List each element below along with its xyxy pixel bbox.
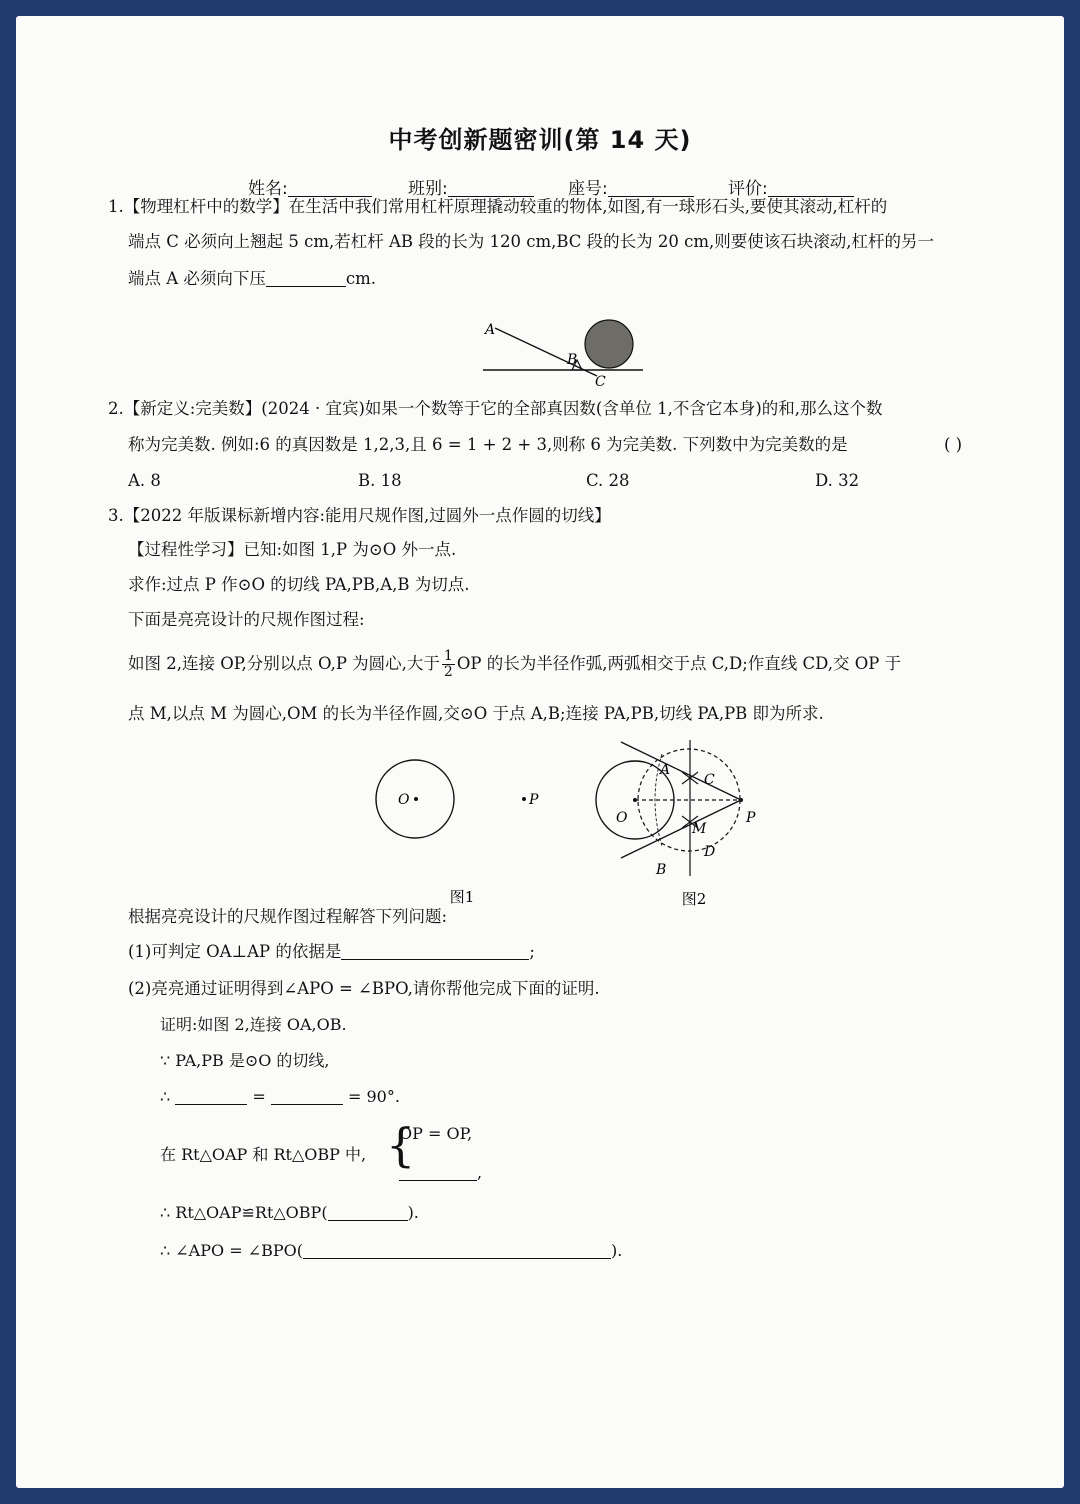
fig1-caption: 图1 — [449, 888, 475, 906]
q3-sub1-end: ; — [529, 942, 535, 961]
q3-line1: 3.【2022 年版课标新增内容:能用尺规作图,过圆外一点作圆的切线】 — [108, 506, 611, 525]
seat-label: 座号: — [568, 179, 608, 199]
proof-line2: ∵ PA,PB 是⊙O 的切线, — [160, 1051, 330, 1070]
q2-option-d: D. 32 — [815, 471, 860, 490]
system-eq-1: OP = OP, — [399, 1124, 473, 1143]
q1-line3-text: 端点 A 必须向下压 — [128, 269, 266, 288]
fraction-denominator: 2 — [443, 664, 453, 680]
fig2-label-d: D — [704, 844, 716, 860]
proof-line3 — [160, 1086, 400, 1108]
q2-option-c: C. 28 — [586, 471, 630, 490]
figure-2 — [586, 734, 786, 914]
fig2-label-a: A — [660, 762, 671, 778]
q3-line5 — [128, 649, 901, 680]
proof-angle-blank-1[interactable] — [175, 1088, 247, 1105]
q3-line3: 求作:过点 P 作⊙O 的切线 PA,PB,A,B 为切点. — [128, 575, 470, 594]
point-o-dot — [414, 797, 418, 801]
grade-label: 评价: — [728, 179, 768, 199]
q1-answer-blank[interactable] — [266, 270, 346, 288]
q3-line5-b: OP 的长为半径作弧,两弧相交于点 C,D;作直线 CD,交 OP 于 — [456, 654, 902, 673]
fig2-label-o: O — [616, 810, 628, 826]
fig2-label-m: M — [692, 821, 707, 837]
proof-line6 — [160, 1240, 622, 1262]
q3-sub1 — [128, 941, 535, 963]
lever-label-c: C — [595, 374, 606, 388]
q3-line7: 根据亮亮设计的尺规作图过程解答下列问题: — [128, 907, 448, 926]
congruent-end: ). — [407, 1203, 419, 1222]
proof-line1: 证明:如图 2,连接 OA,OB. — [160, 1015, 347, 1034]
name-blank[interactable] — [288, 179, 372, 197]
fig2-point-o — [633, 798, 637, 802]
tangent-pb — [621, 800, 741, 858]
system-eq-2-comma: , — [477, 1163, 483, 1182]
equals-sign: = — [252, 1087, 266, 1106]
fig2-label-p: P — [746, 810, 756, 826]
proof-angle-blank-2[interactable] — [271, 1088, 343, 1105]
page-title: 中考创新题密训(第 14 天) — [388, 126, 692, 154]
worksheet-page — [16, 16, 1064, 1488]
q1-unit: cm. — [345, 269, 377, 288]
conclusion-reason-blank[interactable] — [303, 1242, 611, 1259]
grade-blank[interactable] — [768, 179, 854, 197]
fig2-label-b: B — [656, 862, 667, 878]
figure-1 — [366, 746, 566, 914]
q2-option-b: B. 18 — [358, 471, 402, 490]
congruence-reason-blank[interactable] — [328, 1204, 408, 1221]
q1-line3 — [128, 268, 376, 290]
lever-label-b: B — [567, 352, 578, 368]
congruent-text: ∴ Rt△OAP≌Rt△OBP( — [160, 1203, 328, 1222]
angle-conclusion-text: ∴ ∠APO = ∠BPO( — [160, 1241, 303, 1260]
q2-line2: 称为完美数. 例如:6 的真因数是 1,2,3,且 6 = 1 + 2 + 3,则称 6 为完美数. 下列数中为完美数的是 — [128, 435, 848, 454]
proof-line5 — [160, 1202, 419, 1224]
fig1-label-o: O — [398, 792, 410, 808]
equals-ninety: = 90°. — [347, 1087, 400, 1106]
class-blank[interactable] — [448, 179, 534, 197]
system-brace: { — [386, 1118, 416, 1172]
q3-line4: 下面是亮亮设计的尺规作图过程: — [128, 610, 365, 629]
angle-conclusion-end: ). — [610, 1241, 623, 1260]
proof-line4: 在 Rt△OAP 和 Rt△OBP 中, — [160, 1145, 367, 1164]
circle-m-dashed — [638, 749, 740, 851]
q2-option-a: A. 8 — [128, 471, 161, 490]
system-eq-2 — [399, 1162, 482, 1184]
name-label: 姓名: — [248, 179, 288, 199]
q3-line5-a: 如图 2,连接 OP,分别以点 O,P 为圆心,大于 — [128, 654, 440, 673]
therefore-sign: ∴ — [160, 1087, 171, 1106]
q3-sub1-text: (1)可判定 OA⊥AP 的依据是 — [128, 942, 342, 961]
q3-line6: 点 M,以点 M 为圆心,OM 的长为半径作圆,交⊙O 于点 A,B;连接 PA,PB,切线 PA,PB 即为所求. — [128, 704, 824, 723]
fig1-label-p: P — [529, 792, 539, 808]
point-p-dot — [522, 797, 526, 801]
ball-stone — [585, 320, 633, 368]
class-label: 班别: — [408, 179, 448, 199]
q2-line1: 2.【新定义:完美数】(2024 · 宜宾)如果一个数等于它的全部真因数(含单位 1,不含它本身)的和,那么这个数 — [108, 399, 883, 418]
fig2-caption: 图2 — [681, 890, 707, 908]
fraction-numerator: 1 — [443, 648, 453, 664]
fig2-point-p — [739, 798, 743, 802]
seat-blank[interactable] — [608, 179, 694, 197]
q3-sub2: (2)亮亮通过证明得到∠APO = ∠BPO,请你帮他完成下面的证明. — [128, 979, 600, 998]
lever-figure — [471, 306, 661, 388]
q1-line1: 1.【物理杠杆中的数学】在生活中我们常用杠杆原理撬动较重的物体,如图,有一球形石头,要使其滚动,杠杆的 — [108, 197, 888, 216]
half-fraction — [442, 649, 455, 680]
q2-answer-paren[interactable]: ( ) — [944, 435, 963, 454]
fig2-label-c: C — [704, 772, 715, 788]
sub1-answer-blank[interactable] — [341, 943, 529, 961]
q1-line2: 端点 C 必须向上翘起 5 cm,若杠杆 AB 段的长为 120 cm,BC 段的长为 20 cm,则要使该石块滚动,杠杆的另一 — [128, 232, 935, 251]
lever-label-a: A — [485, 322, 496, 338]
system-eq-2-blank[interactable] — [399, 1164, 477, 1181]
q3-line2: 【过程性学习】已知:如图 1,P 为⊙O 外一点. — [128, 540, 457, 559]
